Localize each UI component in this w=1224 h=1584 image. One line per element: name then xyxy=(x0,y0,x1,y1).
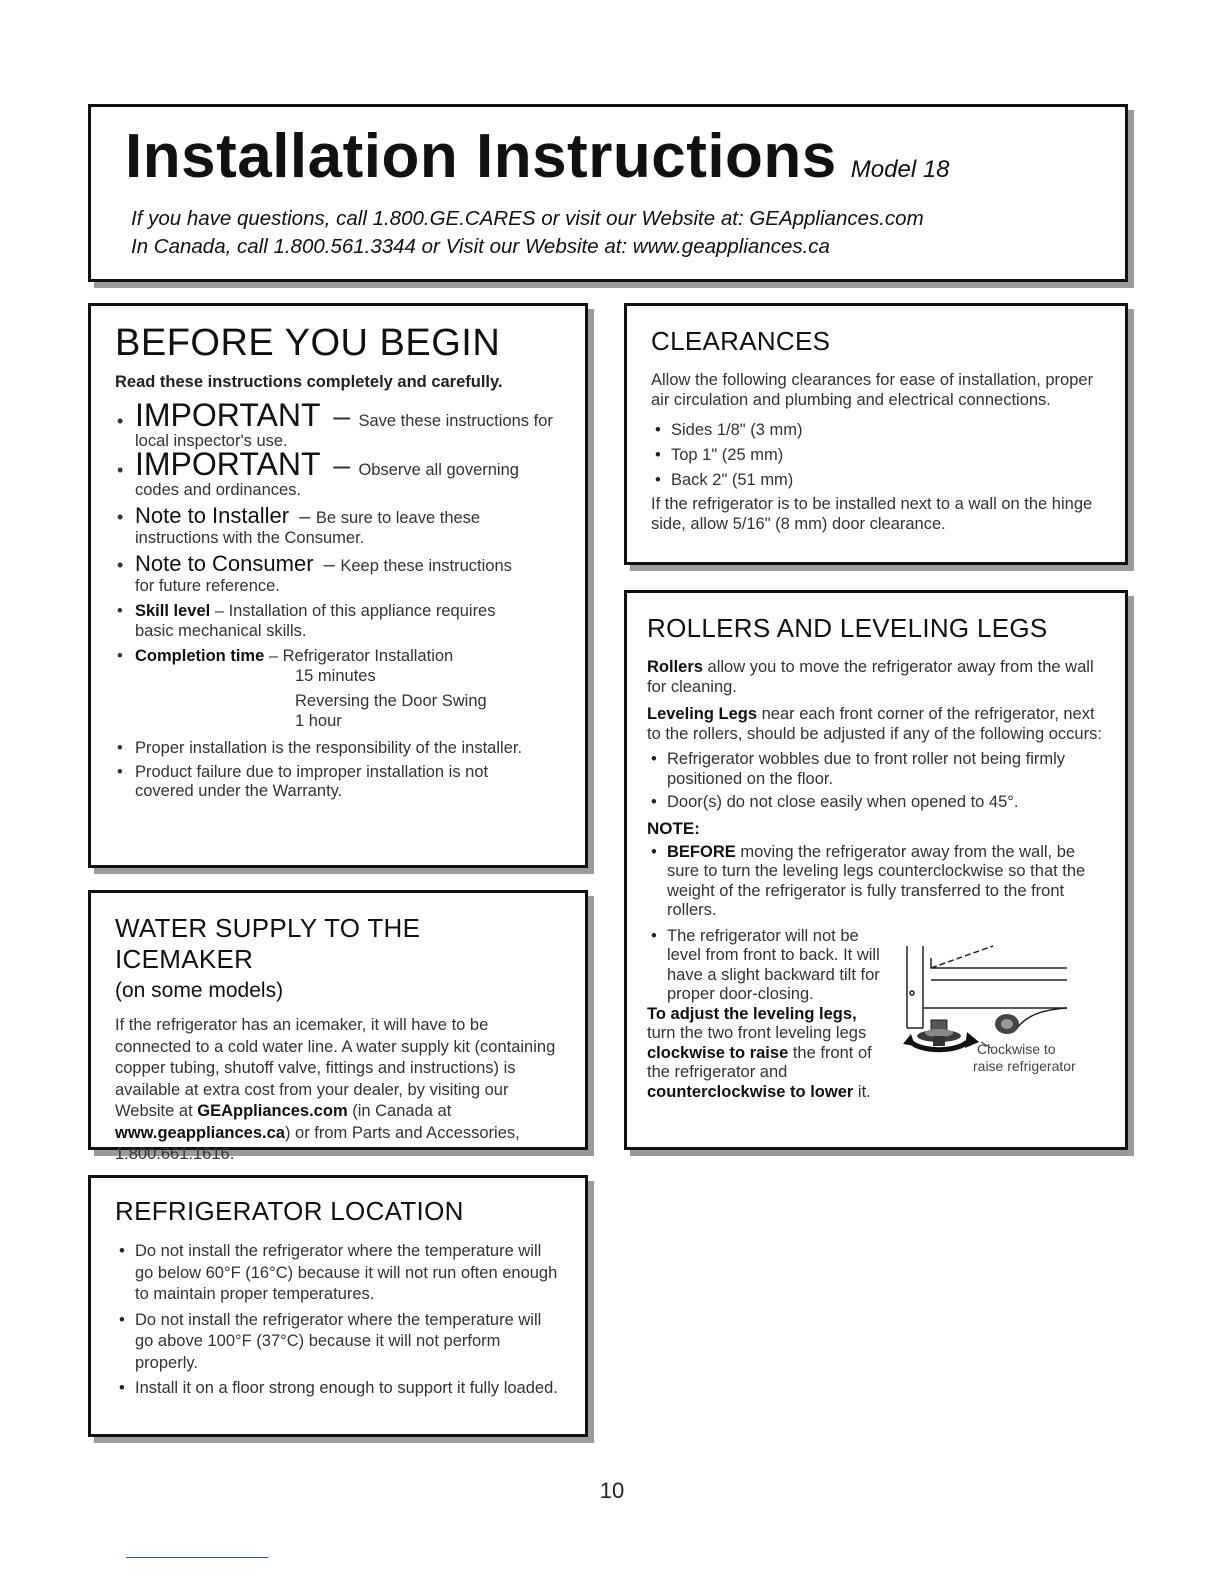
skill-text: Installation of this appliance requires xyxy=(228,602,496,620)
note-label: NOTE: xyxy=(647,818,700,838)
legs-label: Leveling Legs xyxy=(647,705,758,723)
before-label: BEFORE xyxy=(667,842,736,861)
ge-canada-link[interactable]: www.geappliances.ca xyxy=(115,1123,285,1142)
note-installer: • Note to Installer – Be sure to leave these instructions with the Consumer. xyxy=(115,506,561,548)
important-label: IMPORTANT xyxy=(135,446,321,482)
before-text: moving the refrigerator away from the wall, be sure to turn the leveling legs counterclockwise so that the weight of the refrigerator is fully transferred to the front rollers. xyxy=(667,842,1086,919)
model-label: Model 18 xyxy=(850,156,950,183)
rollers-leveling-box xyxy=(624,590,1128,1150)
time-item-2-value: 1 hour xyxy=(295,711,342,730)
rollers-text xyxy=(647,658,1109,697)
important-text: Save these instructions for xyxy=(358,412,553,430)
location-item: • Do not install the refrigerator where the temperature will go above 100°F (37°C) because it will not perform properly. xyxy=(115,1310,561,1375)
water-text-a: If the refrigerator has an icemaker, it will have to be connected to a cold water line. A water supply kit (containing copper tubing, shutoff valve, fittings and instructions) is available at extra cost from your dealer, by visiting our Website at xyxy=(115,1016,556,1120)
water-text xyxy=(115,1015,561,1166)
note-installer-text: Be sure to leave these xyxy=(315,509,481,527)
note-consumer-cont: for future reference. xyxy=(135,576,280,595)
water-supply-box xyxy=(88,890,588,1163)
important-label: IMPORTANT xyxy=(135,397,321,433)
clearances-intro: Allow the following clearances for ease of installation, proper air circulation and plumbing and electrical connections. xyxy=(651,371,1094,409)
note-installer-label: Note to Installer xyxy=(135,503,290,528)
read-instructions: Read these instructions completely and carefully. xyxy=(115,373,503,391)
clearances-box xyxy=(624,303,1128,565)
before-you-begin-box xyxy=(88,303,588,868)
location-list xyxy=(115,1241,561,1400)
water-text-b: (in Canada at xyxy=(347,1102,452,1120)
refrigerator-outline-icon xyxy=(907,946,1067,1028)
rollers-desc: allow you to move the refrigerator away from the wall for cleaning. xyxy=(647,658,1094,696)
adjust-label: To adjust the leveling legs, xyxy=(647,1004,857,1023)
adjust-b: the front of the refrigerator and xyxy=(647,1043,872,1081)
water-text-c: ) or from Parts and Accessories, 1.800.661.1616. xyxy=(115,1123,520,1163)
important-text-cont: local inspector's use. xyxy=(135,431,288,450)
caption-line-1: Clockwise to xyxy=(977,1041,1056,1057)
contact-us: If you have questions, call 1.800.GE.CARES or visit our Website at: GEAppliances.com xyxy=(131,207,924,230)
skill-label: Skill level xyxy=(135,602,211,620)
rollers-label: Rollers xyxy=(647,658,703,676)
note-consumer-text: Keep these instructions xyxy=(340,557,512,575)
legs-text xyxy=(647,705,1109,744)
product-failure-text: Product failure due to improper installation is not xyxy=(135,762,489,781)
refrigerator-location-box xyxy=(88,1175,588,1437)
adjust-counterclockwise: counterclockwise to lower xyxy=(647,1082,854,1101)
time-item-1-value: 15 minutes xyxy=(295,666,376,685)
page-title: Installation Instructions xyxy=(125,122,837,191)
ge-website-link[interactable]: GEAppliances.com xyxy=(197,1102,348,1120)
occurs-item: • Refrigerator wobbles due to front roller not being firmly positioned on the floor. xyxy=(647,750,1109,789)
note-installer-cont: instructions with the Consumer. xyxy=(135,528,365,547)
before-moving-item xyxy=(647,843,1109,921)
time-label: Completion time xyxy=(135,647,265,665)
contact-canada: In Canada, call 1.800.561.3344 or Visit our Website at: www.geappliances.ca xyxy=(131,235,830,258)
proper-installation-text: Proper installation is the responsibility of the installer. xyxy=(135,739,523,757)
rollers-title: ROLLERS AND LEVELING LEGS xyxy=(647,613,1048,643)
level-item: • The refrigerator will not be level from front to back. It will have a slight backward tilt for proper door-closing. xyxy=(647,927,887,1005)
location-item: • Do not install the refrigerator where the temperature will go below 60°F (16°C) because it will not run often enough to maintain proper temperatures. xyxy=(115,1241,561,1306)
clearances-title: CLEARANCES xyxy=(651,326,831,356)
footer-rule xyxy=(126,1557,268,1558)
note-consumer-label: Note to Consumer xyxy=(135,551,314,576)
clearance-item: • Top 1" (25 mm) xyxy=(651,443,1101,468)
clearances-list xyxy=(651,418,1101,493)
caption-line-2: raise refrigerator xyxy=(973,1058,1076,1074)
legs-desc: near each front corner of the refrigerator, next to the rollers, should be adjusted if any of the following occurs: xyxy=(647,705,1102,743)
skill-level: • Skill level – Installation of this appliance requires basic mechanical skills. xyxy=(115,602,561,641)
clearances-note: If the refrigerator is to be installed next to a wall on the hinge side, allow 5/16" (8 mm) door clearance. xyxy=(651,495,1093,533)
header-box xyxy=(88,104,1128,282)
important-item-1: • IMPORTANT – Save these instructions for local inspector's use. xyxy=(115,406,561,451)
title-row xyxy=(125,121,950,192)
page-number: 10 xyxy=(599,1478,625,1503)
skill-cont: basic mechanical skills. xyxy=(135,621,307,640)
time-item-1: Refrigerator Installation xyxy=(282,647,454,665)
note-consumer: • Note to Consumer – Keep these instructions for future reference. xyxy=(115,554,561,596)
water-subtitle: (on some models) xyxy=(115,979,284,1002)
important-text: Observe all governing xyxy=(358,461,519,479)
location-item: • Install it on a floor strong enough to support it fully loaded. xyxy=(115,1378,561,1400)
proper-installation: • Proper installation is the responsibility of the installer. xyxy=(117,739,523,757)
adjust-a: turn the two front leveling legs xyxy=(647,1024,867,1042)
product-failure: • Product failure due to improper installation is not covered under the Warranty. xyxy=(115,763,561,802)
clearance-item: • Back 2" (51 mm) xyxy=(651,468,1101,493)
illustration-caption xyxy=(973,1041,1076,1075)
time-item-2: Reversing the Door Swing xyxy=(295,692,487,710)
before-title: BEFORE YOU BEGIN xyxy=(115,322,501,364)
adjust-c: it. xyxy=(853,1082,871,1101)
water-title: WATER SUPPLY TO THE ICEMAKER xyxy=(115,913,421,974)
adjust-clockwise: clockwise to raise xyxy=(647,1043,789,1062)
adjust-text xyxy=(647,1005,883,1103)
important-item-2: • IMPORTANT – Observe all governing codes and ordinances. xyxy=(115,455,561,500)
location-title: REFRIGERATOR LOCATION xyxy=(115,1196,464,1226)
front-roller-icon xyxy=(995,1014,1019,1034)
important-text-cont: codes and ordinances. xyxy=(135,480,302,499)
completion-time: • Completion time – Refrigerator Installation 15 minutes Reversing the Door Swing 1 hour xyxy=(115,647,561,731)
occurs-list xyxy=(647,750,1109,813)
clearance-item: • Sides 1/8" (3 mm) xyxy=(651,418,1101,443)
product-failure-cont: covered under the Warranty. xyxy=(135,782,343,800)
occurs-item: • Door(s) do not close easily when opened to 45°. xyxy=(647,793,1109,813)
